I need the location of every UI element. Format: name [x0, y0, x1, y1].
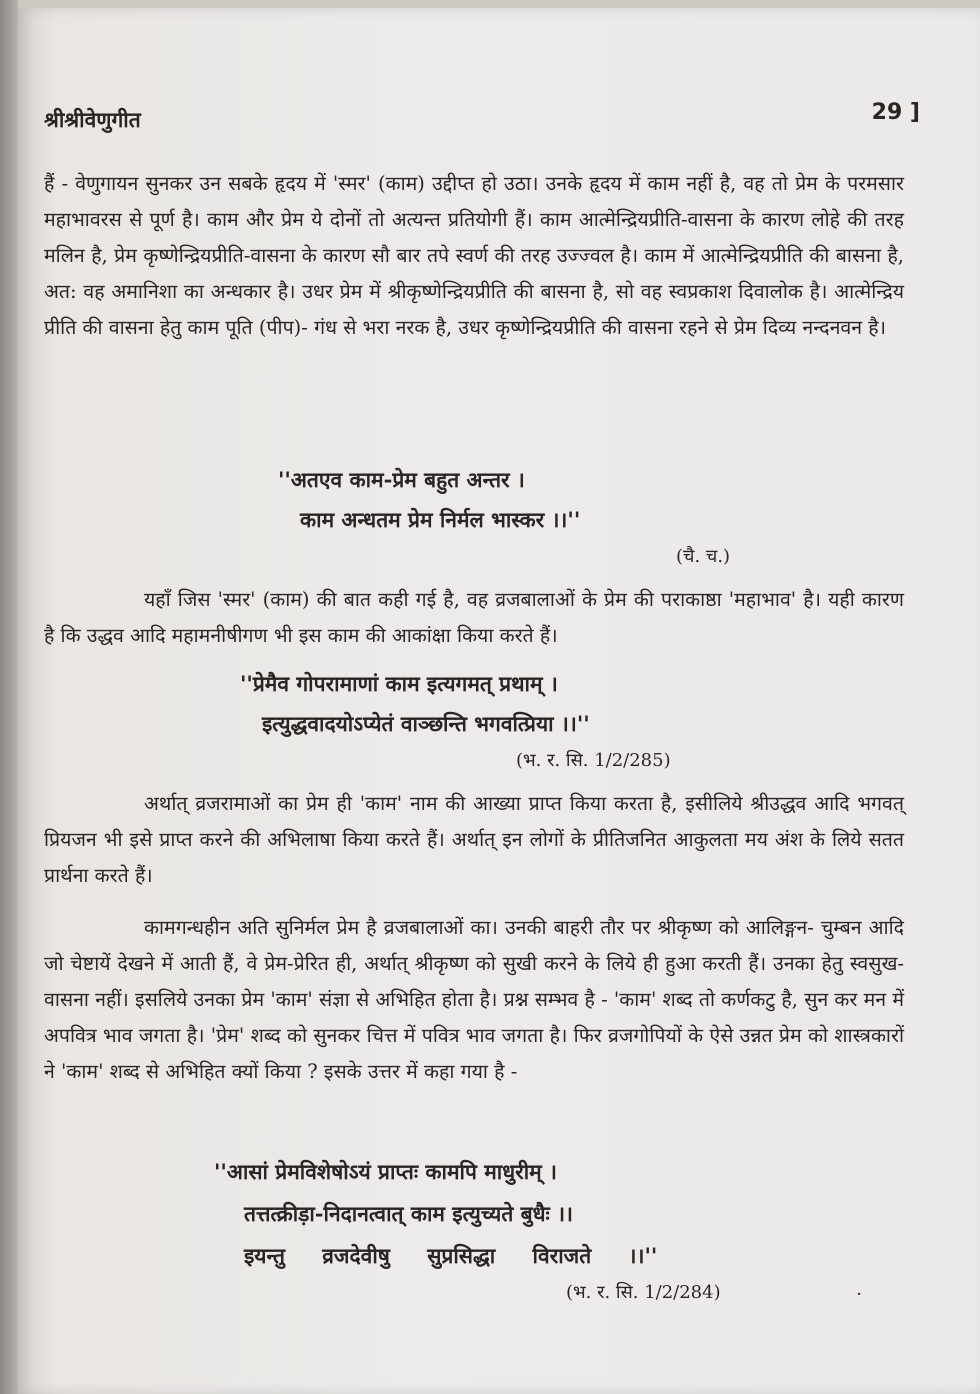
verse-3-line-2: तत्तत्क्रीड़ा-निदानत्वात् काम इत्युच्यते बुधैः ।।: [244, 1201, 573, 1226]
verse-1-line-2: काम अन्धतम प्रेम निर्मल भास्कर ।।'': [300, 507, 581, 532]
verse-1-line-1: ''अतएव काम-प्रेम बहुत अन्तर ।: [278, 467, 525, 492]
paragraph-2: यहाँ जिस 'स्मर' (काम) की बात कही गई है, वह व्रजबालाओं के प्रेम की पराकाष्ठा 'महाभाव' है। यही कारण है कि उद्धव आदि महामनीषीगण भी इस काम की आकांक्षा किया करते हैं।: [44, 588, 904, 647]
verse-1-reference: (चै. च.): [676, 546, 731, 567]
verse-3-line-1: ''आसां प्रेमविशेषोऽयं प्राप्तः कामपि माधुरीम् ।: [214, 1159, 557, 1184]
verse-2-reference: (भ. र. सि. 1/2/285): [516, 750, 671, 771]
end-mark: ·: [856, 1284, 862, 1305]
verse-2-line-1: ''प्रेमैव गोपरामाणां काम इत्यगमत् प्रथाम् ।: [240, 671, 558, 696]
running-header-title: श्रीश्रीवेणुगीत: [44, 107, 141, 132]
verse-2-line-2: इत्युद्धवादयोऽप्येतं वाञ्छन्ति भगवत्प्रिया ।।'': [262, 711, 590, 736]
paragraph-1: हैं - वेणुगायन सुनकर उन सबके हृदय में 'स्मर' (काम) उद्दीप्त हो उठा। उनके हृदय में काम नहीं है, वह तो प्रेम के परमसार महाभावरस से पूर्ण है। काम और प्रेम ये दोनों तो अत्यन्त प्रतियोगी हैं। काम आत्मेन्द्रियप्रीति-वासना के कारण लोहे की तरह मलिन है, प्रेम कृष्णेन्द्रियप्रीति-वासना के कारण सौ बार तपे स्वर्ण की तरह उज्ज्वल है। काम में आत्मेन्द्रियप्रीति की बासना है, अत: वह अमानिशा का अन्धकार है। उधर प्रेम में श्रीकृष्णेन्द्रियप्रीति की बासना है, सो वह स्वप्रकाश दिवालोक है। आत्मेन्द्रिय प्रीति की वासना हेतु काम पूति (पीप)- गंध से भरा नरक है, उधर कृष्णेन्द्रियप्रीति की वासना रहने से प्रेम दिव्य नन्दनवन है।: [44, 172, 904, 339]
paragraph-3: अर्थात् व्रजरामाओं का प्रेम ही 'काम' नाम की आख्या प्राप्त किया करता है, इसीलिये श्रीउद्धव आदि भगवत् प्रियजन भी इसे प्राप्त करने की अभिलाषा किया करते हैं। अर्थात् इन लोगों के प्रीतिजनित आकुलता मय अंश के लिये सतत प्रार्थना करते हैं।: [44, 792, 904, 887]
paragraph-4: कामगन्धहीन अति सुनिर्मल प्रेम है व्रजबालाओं का। उनकी बाहरी तौर पर श्रीकृष्ण को आलिङ्गन- चुम्बन आदि जो चेष्टायें देखने में आती हैं, वे प्रेम-प्रेरित ही, अर्थात् श्रीकृष्ण को सुखी करने के लिये ही हुआ करती हैं। उनका हेतु स्वसुख-वासना नहीं। इसलिये उनका प्रेम 'काम' संज्ञा से अभिहित होता है। प्रश्न सम्भव है - 'काम' शब्द तो कर्णकटु है, सुन कर मन में अपवित्र भाव जगता है। 'प्रेम' शब्द को सुनकर चित्त में पवित्र भाव जगता है। फिर व्रजगोपियों के ऐसे उन्नत प्रेम को शास्त्रकारों ने 'काम' शब्द से अभिहित क्यों किया ? इसके उत्तर में कहा गया है -: [44, 916, 904, 1083]
page-number: 29 ]: [871, 100, 920, 125]
verse-3-reference: (भ. र. सि. 1/2/284): [566, 1282, 721, 1303]
book-spine-shadow: [0, 0, 18, 1394]
verse-3-line-3: इयन्तु व्रजदेवीषु सुप्रसिद्धा विराजते ।।'': [244, 1243, 658, 1268]
